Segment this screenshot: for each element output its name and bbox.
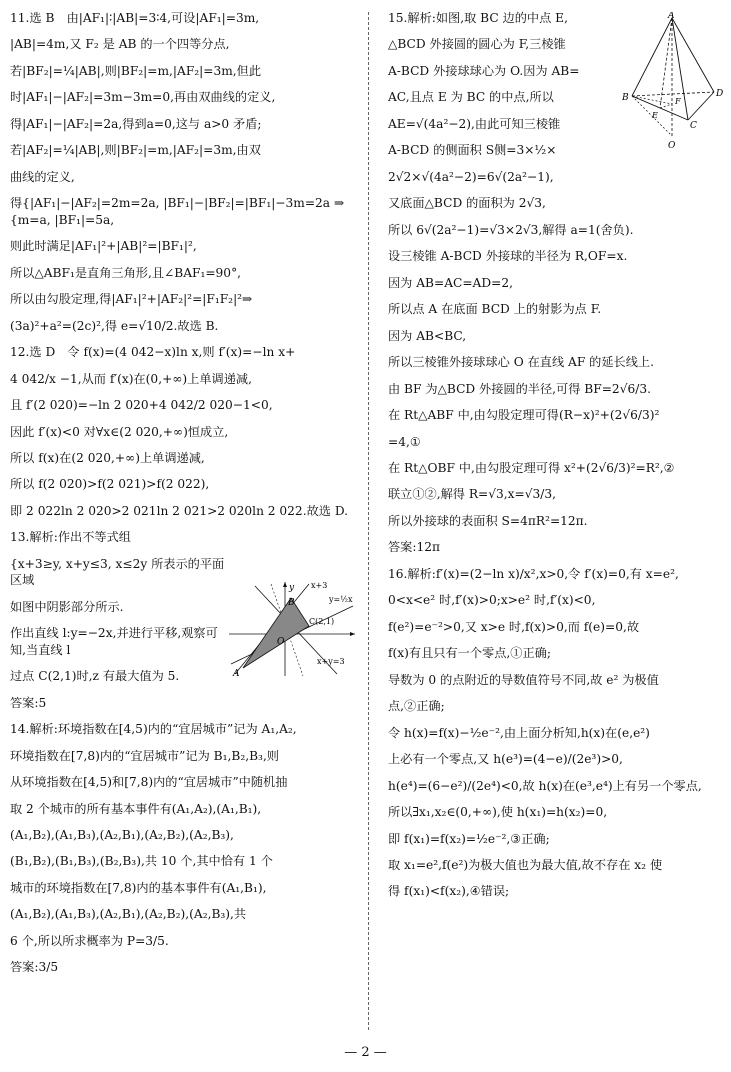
left-column — [10, 10, 355, 986]
text-line: 所以 f(2 020)>f(2 021)>f(2 022), — [10, 477, 210, 492]
text-line: 过点 C(2,1)时,z 有最大值为 5. — [10, 669, 180, 684]
text-line: 在 Rt△ABF 中,由勾股定理可得(R−x)²+(2√6/3)² — [388, 408, 660, 423]
fig13-label: y — [289, 583, 295, 593]
text-line: 令 h(x)=f(x)−½e⁻²,由上面分析知,h(x)在(e,e²) — [388, 725, 650, 740]
text-line: f(x)有且只有一个零点,①正确; — [388, 646, 551, 661]
text-line: (A₁,B₂),(A₁,B₃),(A₂,B₁),(A₂,B₂),(A₂,B₃),共 — [10, 907, 247, 922]
text-line: (B₁,B₂),(B₁,B₃),(B₂,B₃),共 10 个,其中恰有 1 个 — [10, 854, 273, 869]
text-line: 所以点 A 在底面 BCD 上的射影为点 F. — [388, 302, 602, 317]
text-line: (3a)²+a²=(2c)²,得 e=√10/2.故选 B. — [10, 318, 219, 333]
text-line: 所以三棱锥外接球球心 O 在直线 AF 的延长线上. — [388, 355, 654, 370]
fig13-label: O — [277, 637, 285, 647]
text-line: 作出直线 l:y=−2x,并进行平移,观察可知,当直线 l — [10, 626, 218, 657]
fig15-label: C — [690, 121, 697, 131]
text-line: h(e⁴)=(6−e²)/(2e⁴)<0,故 h(x)在(e³,e⁴)上有另一个零点, — [388, 778, 702, 793]
text-line: 6 个,所以所求概率为 P=3/5. — [10, 933, 169, 948]
text-line: 2√2×√(4a²−2)=6√(2a²−1), — [388, 169, 554, 184]
text-line: 取 x₁=e²,f(e²)为极大值也为最大值,故不存在 x₂ 使 — [388, 858, 663, 872]
text-line: 因为 AB<BC, — [388, 328, 467, 343]
text-line: 13.解析:作出不等式组 — [10, 530, 131, 545]
fig13-label: C(2,1) — [309, 617, 335, 626]
text-line: 所以△ABF₁是直角三角形,且∠BAF₁=90°, — [10, 265, 242, 280]
text-line: 0<x<e² 时,f′(x)>0;x>e² 时,f′(x)<0, — [388, 593, 596, 608]
text-line: 得|AF₁|−|AF₂|=2a,得到a=0,这与 a>0 矛盾; — [10, 116, 262, 131]
fig15-label: D — [716, 89, 724, 99]
fig13-label: x+3 — [311, 581, 328, 590]
text-line: 环境指数在[7,8)内的“宜居城市”记为 B₁,B₂,B₃,则 — [10, 748, 279, 763]
text-line: 答案:12π — [388, 540, 440, 555]
fig15-label: E — [652, 111, 658, 120]
text-line: 答案:5 — [10, 695, 47, 710]
text-line: 导数为 0 的点附近的导数值符号不同,故 e² 为极值 — [388, 672, 659, 687]
text-line: 所以 6√(2a²−1)=√3×2√3,解得 a=1(舍负). — [388, 222, 634, 237]
text-line: 曲线的定义, — [10, 169, 75, 184]
text-line: 14.解析:环境指数在[4,5)内的“宜居城市”记为 A₁,A₂, — [10, 722, 297, 737]
text-line: 时|AF₁|−|AF₂|=3m−3m=0,再由双曲线的定义, — [10, 90, 276, 105]
text-line: 从环境指数在[4,5)和[7,8)内的“宜居城市”中随机抽 — [10, 775, 288, 790]
fig15-label: O — [668, 141, 676, 151]
text-line: 又底面△BCD 的面积为 2√3, — [388, 196, 546, 211]
text-line: 即 2 022ln 2 020>2 021ln 2 021>2 020ln 2 022.故选 D. — [10, 503, 349, 518]
fig15-label: F — [675, 97, 681, 106]
text-line: 设三棱锥 A-BCD 外接球的半径为 R,OF=x. — [388, 249, 628, 264]
text-line: 因此 f′(x)<0 对∀x∈(2 020,+∞)恒成立, — [10, 424, 229, 439]
text-line: 11.选 B 由|AF₁|∶|AB|=3∶4,可设|AF₁|=3m, — [10, 11, 260, 25]
text-line: =4,① — [388, 434, 421, 449]
text-line: {x+3≥y, x+y≤3, x≤2y 所表示的平面区域 — [10, 556, 225, 588]
text-line: 若|AF₂|=¼|AB|,则|BF₂|=m,|AF₂|=3m,由双 — [10, 143, 261, 158]
text-line: 且 f′(2 020)=−ln 2 020+4 042/2 020−1<0, — [10, 398, 273, 413]
fig13-label: x+y=3 — [317, 657, 345, 666]
text-line: 所以由勾股定理,得|AF₁|²+|AF₂|²=|F₁F₂|²⇒ — [10, 292, 253, 307]
text-line: 15.解析:如图,取 BC 边的中点 E, — [388, 11, 568, 25]
text-line: 如图中阴影部分所示. — [10, 599, 124, 614]
fig13-label: A — [233, 669, 240, 678]
fig15-label: A — [668, 12, 675, 21]
text-line: 在 Rt△OBF 中,由勾股定理可得 x²+(2√6/3)²=R²,② — [388, 460, 675, 475]
text-line: A-BCD 的侧面积 S侧=3×½× — [388, 143, 557, 158]
column-divider — [368, 12, 369, 1030]
text-line: 点,②正确; — [388, 699, 445, 714]
text-line: 所以 f(x)在(2 020,+∞)上单调递减, — [10, 450, 205, 465]
tetrahedron-figure — [622, 12, 724, 152]
text-line: 16.解析:f′(x)=(2−ln x)/x²,x>0,令 f′(x)=0,有 x=e², — [388, 566, 679, 581]
text-line: 上必有一个零点,又 h(e³)=(4−e)/(2e³)>0, — [388, 752, 623, 767]
text-line: 所以外接球的表面积 S=4πR²=12π. — [388, 513, 588, 528]
text-line: 城市的环境指数在[7,8)内的基本事件有(A₁,B₁), — [10, 880, 267, 895]
text-line: A-BCD 外接球球心为 O.因为 AB= — [388, 63, 580, 78]
text-line: |AB|=4m,又 F₂ 是 AB 的一个四等分点, — [10, 37, 230, 52]
text-line: △BCD 外接圆的圆心为 F,三棱锥 — [388, 37, 566, 52]
text-line: 12.选 D 令 f(x)=(4 042−x)ln x,则 f′(x)=−ln x+ — [10, 345, 296, 360]
text-line: 即 f(x₁)=f(x₂)=½e⁻²,③正确; — [388, 831, 550, 846]
text-line: 答案:3/5 — [10, 960, 59, 975]
text-line: 则此时满足|AF₁|²+|AB|²=|BF₁|², — [10, 239, 197, 254]
fig13-label: B — [288, 598, 295, 608]
text-line: 4 042/x −1,从而 f′(x)在(0,+∞)上单调递减, — [10, 371, 252, 386]
text-line: 得 f(x₁)<f(x₂),④错误; — [388, 884, 510, 899]
text-line: 由 BF 为△BCD 外接圆的半径,可得 BF=2√6/3. — [388, 381, 651, 396]
inequality-region-figure — [225, 578, 365, 678]
text-line: (A₁,B₂),(A₁,B₃),(A₂,B₁),(A₂,B₂),(A₂,B₃), — [10, 828, 234, 842]
text-line: f(e²)=e⁻²>0,又 x>e 时,f(x)>0,而 f(e)=0,故 — [388, 619, 640, 634]
text-line: AC,且点 E 为 BC 的中点,所以 — [388, 90, 554, 105]
text-line: 所以∃x₁,x₂∈(0,+∞),使 h(x₁)=h(x₂)=0, — [388, 805, 608, 820]
fig13-label: y=½x — [329, 595, 353, 604]
text-line: 得{|AF₁|−|AF₂|=2m=2a, |BF₁|−|BF₂|=|BF₁|−3m=2a ⇒ {m=a, |BF₁|=5a, — [10, 196, 345, 227]
page-number: — 2 — — [344, 1045, 387, 1060]
text-line: 取 2 个城市的所有基本事件有(A₁,A₂),(A₁,B₁), — [10, 801, 262, 816]
fig15-label: B — [622, 93, 629, 103]
text-line: 因为 AB=AC=AD=2, — [388, 275, 513, 290]
text-line: 若|BF₂|=¼|AB|,则|BF₂|=m,|AF₂|=3m,但此 — [10, 63, 262, 78]
text-line: 联立①②,解得 R=√3,x=√3/3, — [388, 487, 556, 502]
text-line: AE=√(4a²−2),由此可知三棱锥 — [388, 116, 561, 131]
